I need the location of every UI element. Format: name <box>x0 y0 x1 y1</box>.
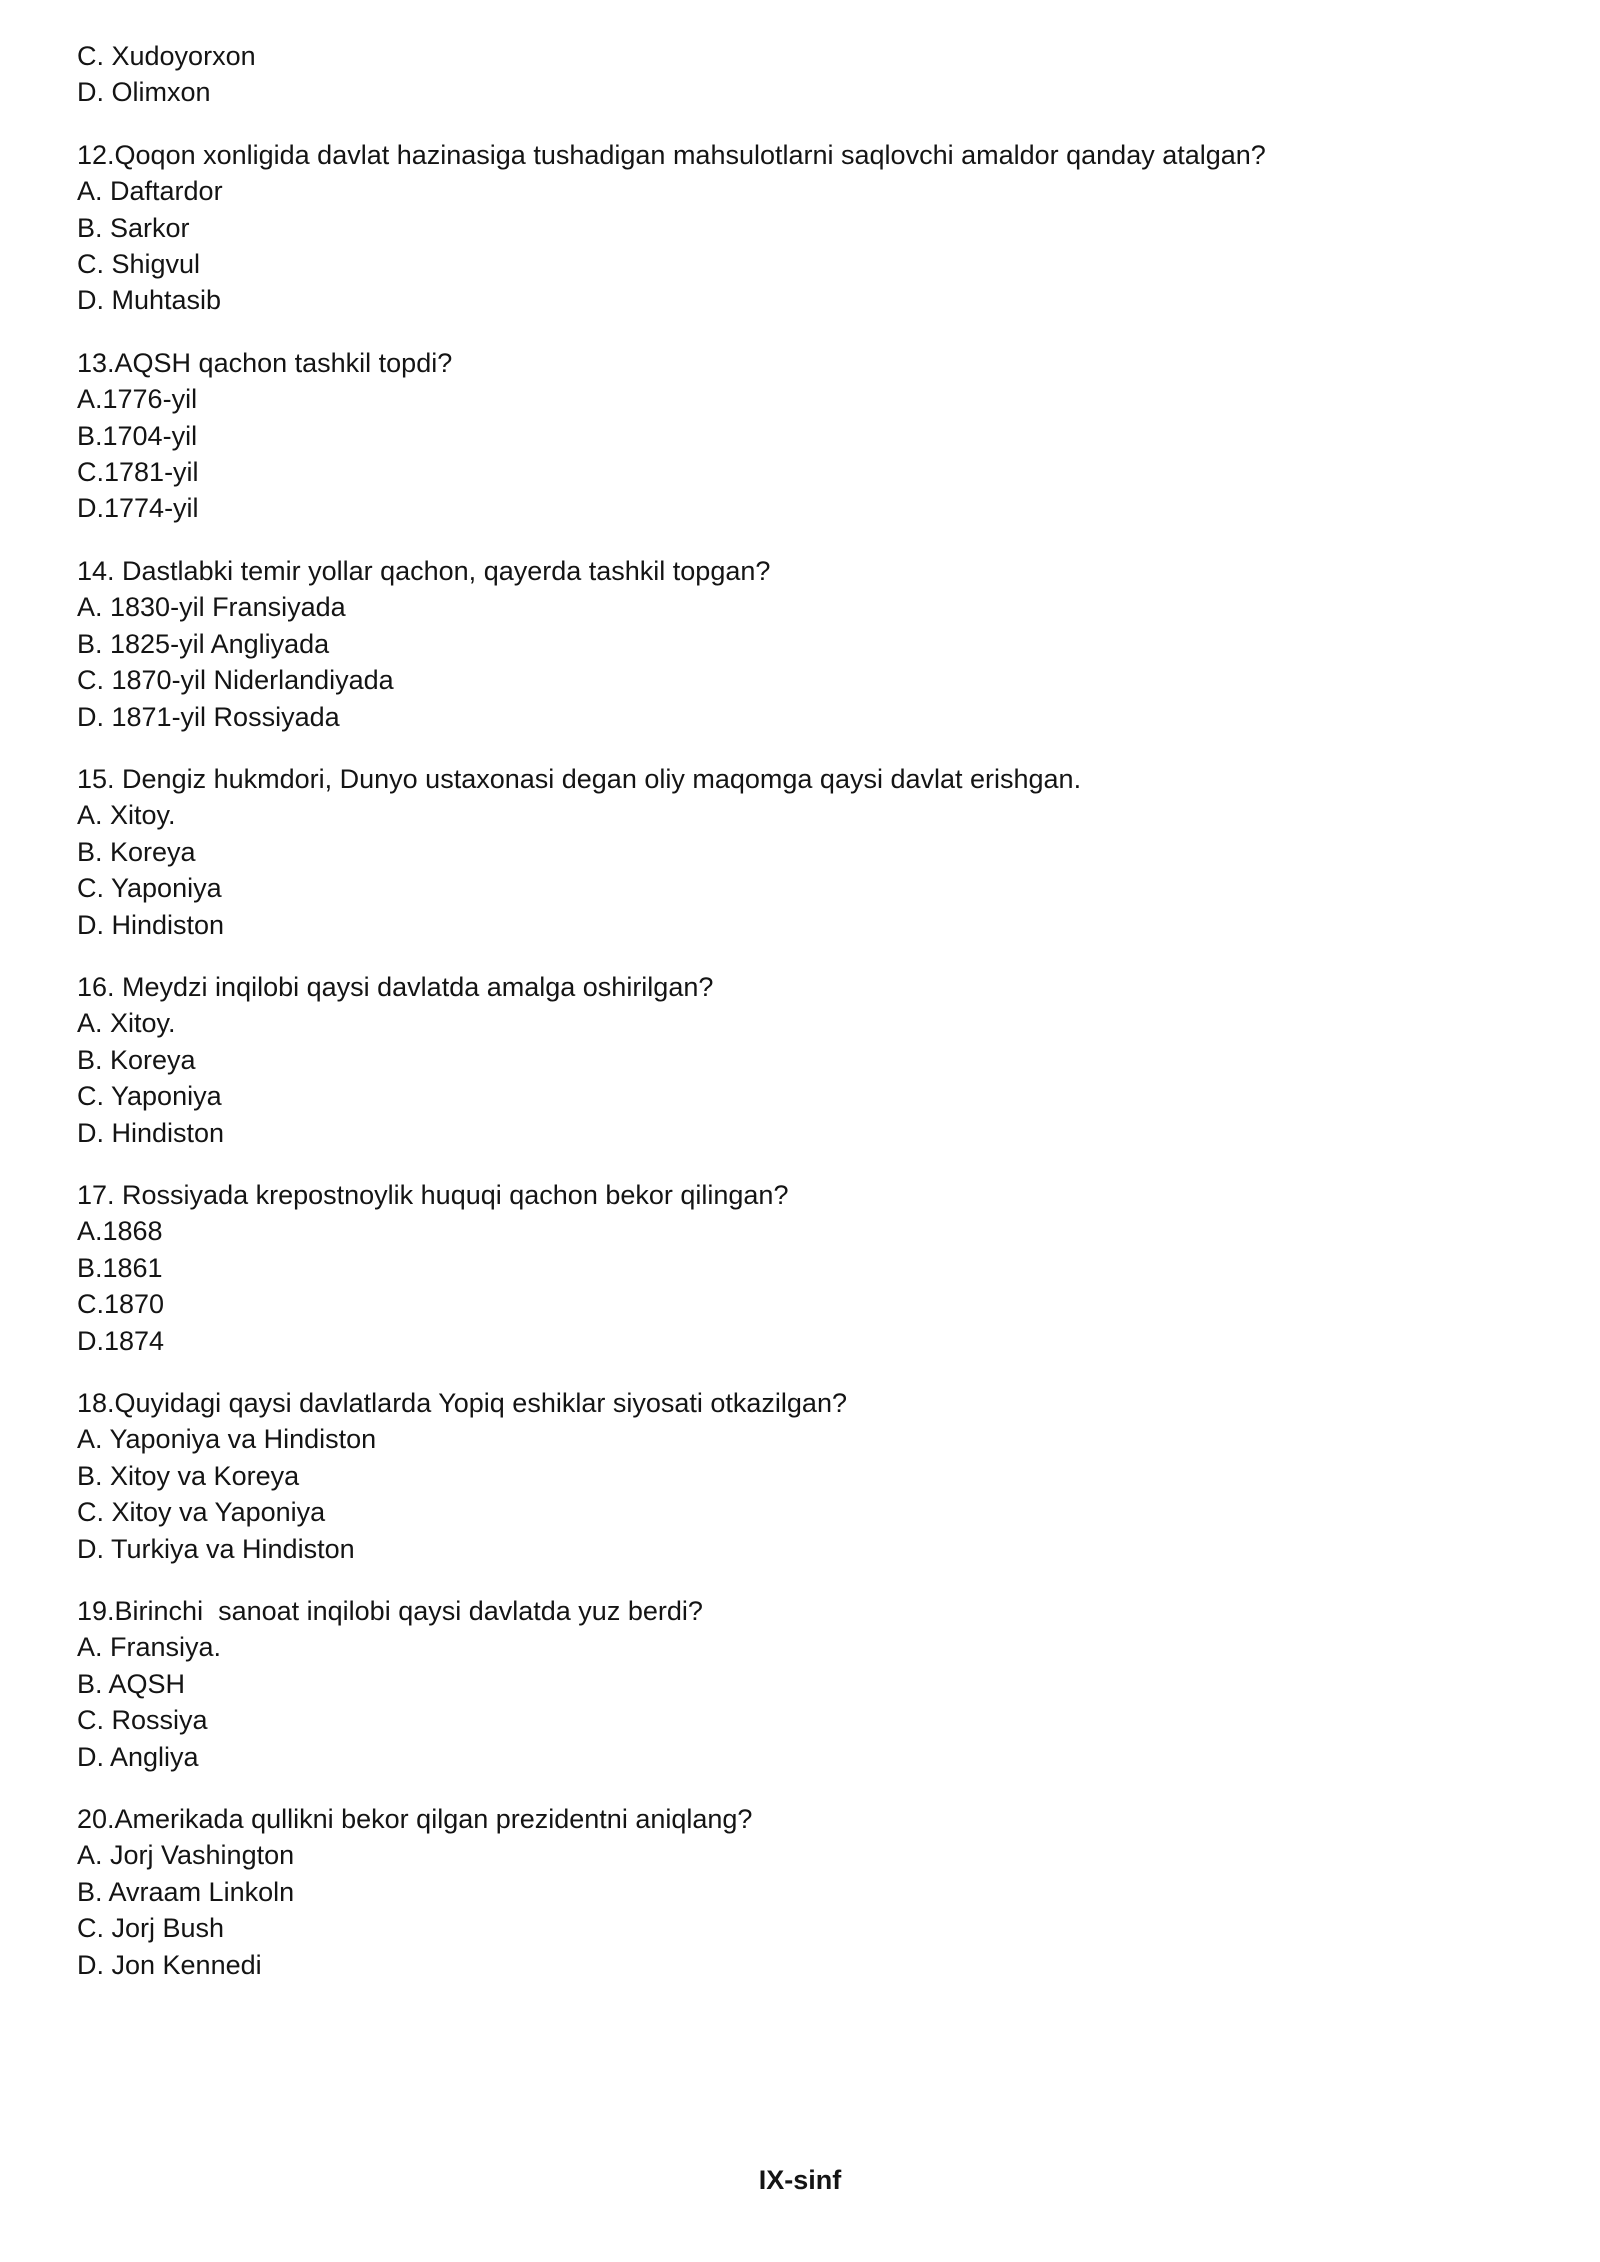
option-line: A. Jorj Vashington <box>77 1840 295 1871</box>
question-block-14 <box>77 553 1527 735</box>
question-block-15 <box>77 761 1527 943</box>
question-text: 14. Dastlabki temir yollar qachon, qayerda tashkil topgan? <box>77 555 771 586</box>
option-line: B.1704-yil <box>77 420 198 451</box>
option-line: C. Yaponiya <box>77 1081 222 1112</box>
option-line: A.1776-yil <box>77 384 198 415</box>
option-line: C. Rossiya <box>77 1705 208 1736</box>
question-block-19 <box>77 1593 1527 1775</box>
option-line: B. Koreya <box>77 836 196 867</box>
option-line: A. Yaponiya va Hindiston <box>77 1424 377 1455</box>
option-line: B. Xitoy va Koreya <box>77 1460 300 1491</box>
option-line: D. Hindiston <box>77 909 225 940</box>
question-text: 15. Dengiz hukmdori, Dunyo ustaxonasi degan oliy maqomga qaysi davlat erishgan. <box>77 763 1082 794</box>
option-line: C.1781-yil <box>77 457 199 488</box>
option-line: B. Avraam Linkoln <box>77 1876 295 1907</box>
option-line: A. Daftardor <box>77 176 223 207</box>
option-line: D. Hindiston <box>77 1117 225 1148</box>
option-line: D. 1871-yil Rossiyada <box>77 701 340 732</box>
question-text: 16. Meydzi inqilobi qaysi davlatda amalga oshirilgan? <box>77 971 714 1002</box>
option-line: B. 1825-yil Angliyada <box>77 628 330 659</box>
previous-question-options <box>77 38 1527 111</box>
option-line: A. Xitoy. <box>77 1008 176 1039</box>
question-text: 17. Rossiyada krepostnoylik huquqi qachon bekor qilingan? <box>77 1179 789 1210</box>
question-block-13 <box>77 345 1527 527</box>
option-line: B. Sarkor <box>77 212 190 243</box>
option-line: C.1870 <box>77 1289 165 1320</box>
question-text: 13.AQSH qachon tashkil topdi? <box>77 347 453 378</box>
option-line: C. Jorj Bush <box>77 1913 225 1944</box>
option-line: A. Fransiya. <box>77 1632 222 1663</box>
question-block-20 <box>77 1801 1527 1983</box>
page-footer: IX-sinf <box>758 2165 842 2195</box>
question-block-17 <box>77 1177 1527 1359</box>
option-line: C. Shigvul <box>77 249 201 280</box>
option-line: B. AQSH <box>77 1668 186 1699</box>
option-line: B.1861 <box>77 1252 163 1283</box>
option-line: C. Yaponiya <box>77 873 222 904</box>
page-content <box>77 38 1527 1983</box>
option-line: C. Xitoy va Yaponiya <box>77 1497 326 1528</box>
question-text: 18.Quyidagi qaysi davlatlarda Yopiq eshiklar siyosati otkazilgan? <box>77 1388 847 1418</box>
option-line: D.1774-yil <box>77 493 199 524</box>
option-line: C. Xudoyorxon <box>77 41 256 71</box>
question-block-18 <box>77 1385 1527 1567</box>
option-line: A.1868 <box>77 1216 163 1247</box>
option-line: D.1874 <box>77 1325 165 1356</box>
option-line: B. Koreya <box>77 1044 196 1075</box>
question-text: 19.Birinchi sanoat inqilobi qaysi davlatda yuz berdi? <box>77 1596 703 1627</box>
question-block-16 <box>77 969 1527 1151</box>
option-line: D. Angliya <box>77 1741 199 1772</box>
option-line: A. Xitoy. <box>77 800 176 831</box>
question-text: 12.Qoqon xonligida davlat hazinasiga tushadigan mahsulotlarni saqlovchi amaldor qanday atalgan? <box>77 139 1266 170</box>
option-line: D. Turkiya va Hindiston <box>77 1533 355 1564</box>
question-block-12 <box>77 137 1527 319</box>
question-text: 20.Amerikada qullikni bekor qilgan prezidentni aniqlang? <box>77 1804 753 1835</box>
option-line: D. Olimxon <box>77 77 211 108</box>
option-line: A. 1830-yil Fransiyada <box>77 592 346 623</box>
option-line: D. Muhtasib <box>77 285 222 316</box>
option-line: C. 1870-yil Niderlandiyada <box>77 665 394 696</box>
option-line: D. Jon Kennedi <box>77 1949 262 1980</box>
